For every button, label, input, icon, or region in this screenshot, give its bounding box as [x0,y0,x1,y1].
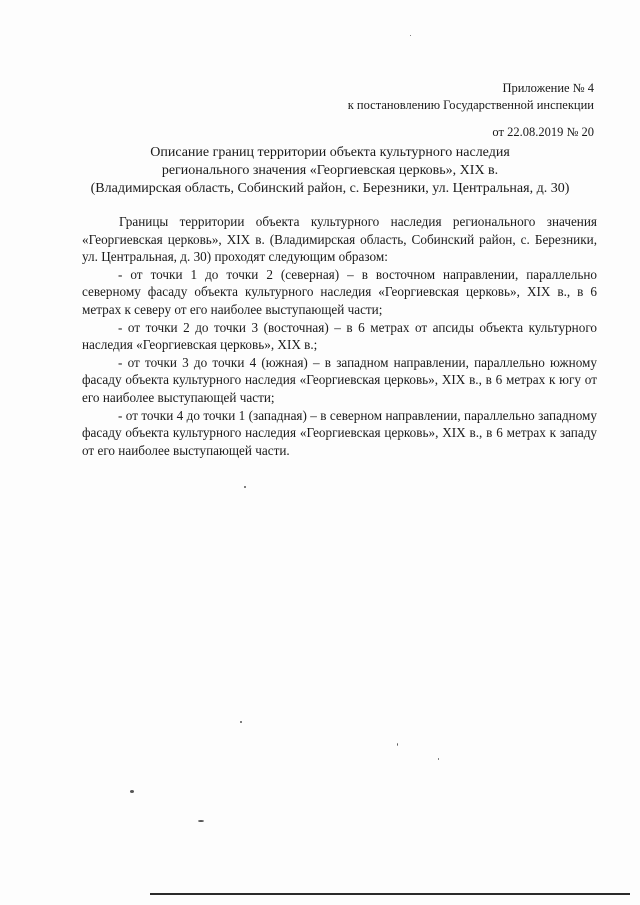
scan-speck [244,486,246,488]
scan-speck [410,35,411,36]
document-title [60,144,600,198]
boundary-item-3: - от точки 3 до точки 4 (южная) – в западном направлении, параллельно южному фасаду объекта культурного наследия «Георгиевская церковь», XIX в., в 6 метрах к югу от его наиболее выступающей части; [82,354,597,405]
scan-speck [130,790,134,793]
title-line-1: Описание границ территории объекта культурного наследия [150,145,510,160]
title-line-2: регионального значения «Георгиевская церковь», XIX в. [161,163,499,178]
scan-speck [438,758,439,760]
appendix-header [348,80,594,141]
boundary-item-1: - от точки 1 до точки 2 (северная) – в восточном направлении, параллельно северному фасаду объекта культурного наследия «Георгиевская церковь», XIX в., в 6 метрах к северу от его наиболее выступающей части; [82,266,597,317]
appendix-resolution: к постановлению Государственной инспекции [347,98,594,112]
appendix-date: от 22.08.2019 № 20 [492,125,594,139]
body-intro: Границы территории объекта культурного наследия регионального значения «Георгиевская церковь», XIX в. (Владимирская область, Собинский район, с. Березники, ул. Центральная, д. 30) проходят следующим образом: [82,214,597,265]
scan-speck [240,721,242,723]
scan-speck [397,743,398,746]
boundary-item-4: - от точки 4 до точки 1 (западная) – в северном направлении, параллельно западному фасаду объекта культурного наследия «Георгиевская церковь», XIX в., в 6 метрах к западу от его наиболее выступающей части. [82,407,597,458]
scan-speck [198,820,204,822]
boundary-item-2: - от точки 2 до точки 3 (восточная) – в 6 метрах от апсиды объекта культурного наследия «Георгиевская церковь», XIX в.; [82,319,597,353]
document-body [82,213,597,459]
title-line-3: (Владимирская область, Собинский район, с. Березники, ул. Центральная, д. 30) [90,181,570,196]
appendix-number: Приложение № 4 [502,81,594,95]
scan-edge-line [150,893,630,895]
